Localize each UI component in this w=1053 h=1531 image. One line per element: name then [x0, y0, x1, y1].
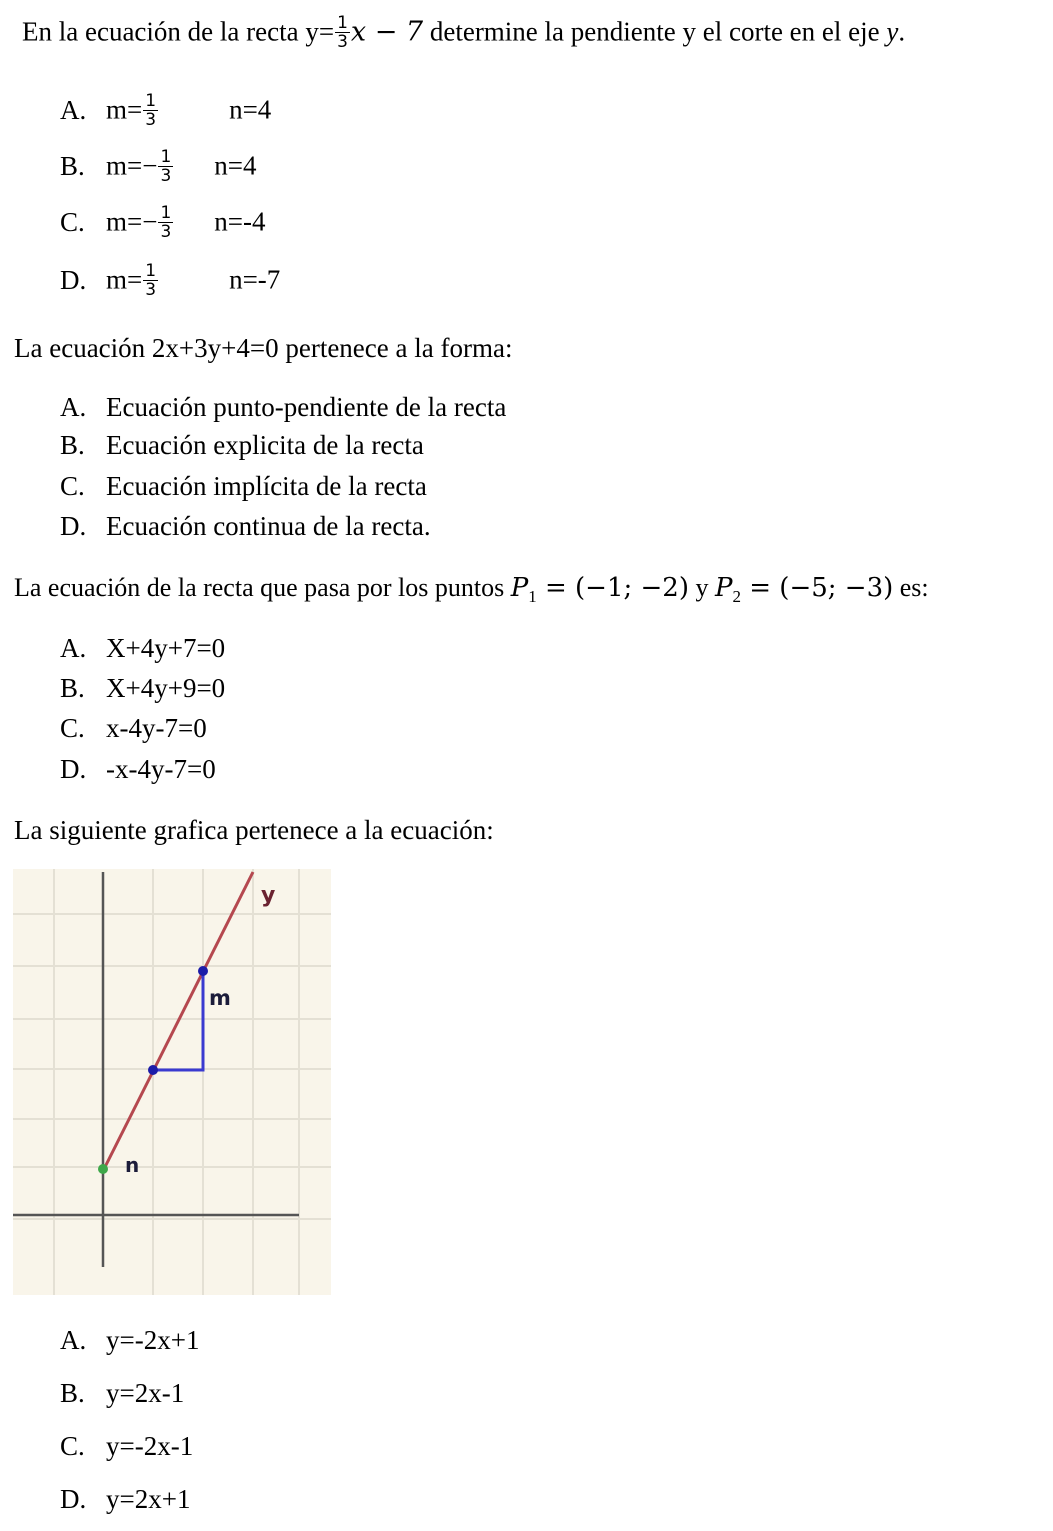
point-blue-lower [148, 1065, 158, 1075]
option-intercept: n=-4 [214, 206, 266, 237]
fraction-denominator: 3 [160, 222, 172, 242]
option-letter: A. [60, 1325, 87, 1355]
point-2-label: P [714, 573, 733, 603]
q4-option-a[interactable] [60, 1325, 199, 1355]
point-1-value: = (−1; −2) [536, 573, 689, 603]
option-intercept: n=4 [229, 94, 272, 125]
label-m: m [209, 986, 231, 1010]
q1-option-c[interactable] [60, 203, 266, 243]
fraction-numerator: 1 [160, 203, 172, 223]
option-letter: C. [60, 471, 85, 501]
q3-option-d[interactable] [60, 754, 216, 784]
equation-rest: x − 7 [350, 16, 424, 48]
fraction-numerator: 1 [145, 261, 157, 281]
q3-option-a[interactable] [60, 633, 225, 663]
option-text: x-4y-7=0 [106, 713, 207, 743]
option-text: X+4y+9=0 [106, 673, 226, 703]
option-letter: C. [60, 713, 85, 743]
graph-background [13, 869, 331, 1295]
option-text: Ecuación continua de la recta. [106, 511, 431, 541]
option-letter: C. [60, 1431, 85, 1461]
option-letter: A. [60, 392, 87, 422]
option-letter: B. [60, 1378, 85, 1408]
option-letter: A. [60, 633, 87, 663]
point-2-value: = (−5; −3) [740, 573, 894, 603]
option-intercept: n=-7 [229, 264, 281, 295]
q4-option-d[interactable] [60, 1484, 190, 1514]
question-3-prefix: La ecuación de la recta que pasa por los puntos [14, 573, 511, 602]
point-1-subscript: 1 [528, 587, 537, 606]
point-2-subscript: 2 [732, 587, 741, 606]
point-intercept [98, 1164, 108, 1174]
option-text: Ecuación punto-pendiente de la recta [106, 392, 507, 422]
axis-variable: y [886, 16, 899, 47]
q2-option-a[interactable] [60, 392, 506, 422]
option-letter: C. [60, 206, 85, 237]
option-text: y=2x+1 [106, 1484, 191, 1514]
line-graph [13, 869, 331, 1295]
q2-option-c[interactable] [60, 471, 427, 501]
q2-option-d[interactable] [60, 511, 431, 541]
point-1-label: P [510, 573, 529, 603]
option-letter: B. [60, 673, 85, 703]
fraction-denominator: 3 [145, 280, 157, 300]
option-slope-prefix: m=− [106, 206, 158, 237]
option-text: Ecuación explicita de la recta [106, 430, 424, 460]
option-slope-prefix: m=− [106, 150, 158, 181]
question-1-text [22, 13, 906, 53]
question-3-text [14, 573, 929, 606]
option-text: y=-2x-1 [106, 1431, 194, 1461]
question-4-text: La siguiente grafica pertenece a la ecuación: [14, 815, 494, 845]
question-2-text: La ecuación 2x+3y+4=0 pertenece a la forma: [14, 333, 513, 363]
fraction-numerator: 1 [337, 13, 348, 33]
option-intercept: n=4 [214, 150, 257, 181]
option-letter: A. [60, 94, 87, 125]
q2-option-b[interactable] [60, 430, 424, 460]
q1-option-a[interactable] [60, 91, 272, 131]
q4-option-c[interactable] [60, 1431, 193, 1461]
label-y: y [261, 883, 276, 908]
option-slope-prefix: m= [106, 264, 143, 295]
option-slope-fraction [143, 262, 158, 299]
label-n: n [125, 1153, 140, 1177]
question-3-suffix: es: [893, 573, 929, 602]
fraction-denominator: 3 [337, 32, 348, 52]
q1-option-b[interactable] [60, 147, 257, 187]
q3-option-c[interactable] [60, 713, 207, 743]
question-1-end: . [898, 16, 906, 47]
option-text: y=-2x+1 [106, 1325, 200, 1355]
fraction-numerator: 1 [160, 147, 172, 167]
option-letter: D. [60, 511, 87, 541]
option-letter: B. [60, 430, 85, 460]
option-slope-fraction [143, 92, 158, 129]
question-1-prefix: En la ecuación de la recta y= [22, 16, 335, 47]
fraction-numerator: 1 [145, 91, 157, 111]
conjunction: y [688, 573, 715, 602]
option-letter: D. [60, 264, 87, 295]
q3-option-b[interactable] [60, 673, 225, 703]
option-letter: D. [60, 754, 87, 784]
option-text: -x-4y-7=0 [106, 754, 216, 784]
option-slope-fraction [158, 204, 173, 241]
equation-fraction [335, 14, 350, 51]
q1-option-d[interactable] [60, 261, 281, 301]
option-text: X+4y+7=0 [106, 633, 226, 663]
question-1-suffix: determine la pendiente y el corte en el eje [423, 16, 887, 47]
fraction-denominator: 3 [145, 110, 157, 130]
option-text: Ecuación implícita de la recta [106, 471, 427, 501]
option-text: y=2x-1 [106, 1378, 185, 1408]
option-letter: D. [60, 1484, 87, 1514]
point-blue-upper [198, 966, 208, 976]
option-slope-prefix: m= [106, 94, 143, 125]
option-slope-fraction [158, 148, 173, 185]
fraction-denominator: 3 [160, 166, 172, 186]
option-letter: B. [60, 150, 85, 181]
q4-option-b[interactable] [60, 1378, 184, 1408]
